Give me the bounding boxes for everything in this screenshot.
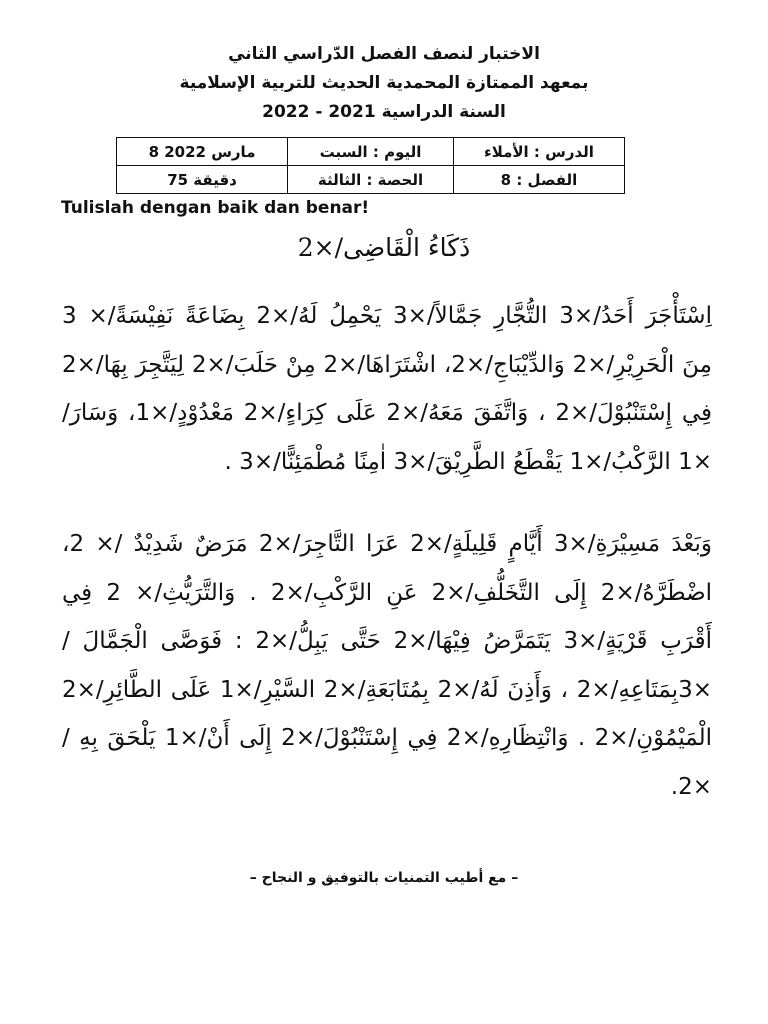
closing-wish: – مع أطيب التمنيات بالتوفيق و النجاح – <box>249 870 519 886</box>
info-row-2 <box>117 166 625 194</box>
story-title: ذَكَاءُ الْقَاضِى/×2 <box>297 233 471 262</box>
story-paragraph-1: اِسْتَأْجَرَ أَحَدُ/×3 التُّجَّارِ جَمَّالاً/×3 يَحْمِلُ لَهُ/×2 بِضَاعَةً نَفِيْسَةً/× 3 مِنَ الْحَرِيْرِ/×2 وَالدِّيْبَاجِ/×2، اشْتَرَاهَا/×2 مِنْ حَلَبَ/×2 لِيَتَّجِرَ بِهَا/×2 فِي إِسْتَنْبُوْلَ/×2 ، وَاتَّفَقَ مَعَهُ/×2 عَلَى كِرَاءٍ/×2 مَعْدُوْدٍ/×1، وَسَارَ/×1 الرَّكْبُ/×1 يَقْطَعُ الطَّرِيْقَ/×3 اٰمِنًا مُطْمَئِنًّا/×3 . <box>62 303 713 475</box>
date-cell: مارس 2022 8 <box>117 138 288 166</box>
exam-title-line: الاختبار لنصف الفصل الدّراسي الثاني <box>228 44 540 64</box>
institute-name-line: بمعهد الممتازة المحمدية الحديث للتربية الإسلامية <box>179 73 589 93</box>
day-cell: اليوم : السبت <box>288 138 454 166</box>
exam-header <box>0 40 768 127</box>
instruction-text: Tulislah dengan baik dan benar! <box>61 198 370 218</box>
lesson-cell: الدرس : الأملاء <box>453 138 624 166</box>
period-cell: الحصة : الثالثة <box>288 166 454 194</box>
class-cell: الفصل : 8 <box>453 166 624 194</box>
info-row-1 <box>117 138 625 166</box>
academic-year-line: السنة الدراسية 2021 - 2022 <box>262 102 506 122</box>
story-paragraph-2: وَبَعْدَ مَسِيْرَةِ/×3 أَيَّامٍ قَلِيلَةٍ/×2 عَرَا التَّاجِرَ/×2 مَرَضٌ شَدِيْدٌ /× 2، اضْطَرَّهُ/×2 إِلَى التَّخَلُّفِ/×2 عَنِ الرَّكْبِ/×2 . وَالتَّرَيُّثِ/× 2 فِي أَقْرَبِ قَرْيَةٍ/×3 يَتَمَرَّضُ فِيْهَا/×2 حَتَّى يَبِلُّ/×2 : فَوَصَّى الْجَمَّالَ /×3بِمَتَاعِهِ/×2 ، وَأَذِنَ لَهُ/×2 بِمُتَابَعَةِ/×2 السَّيْرِ/×1 عَلَى الطَّائِرِ/×2 الْمَيْمُوْنِ/×2 . وَانْتِظَارِهِ/×2 فِي إِسْتَنْبُوْلَ/×2 إِلَى أَنْ/×1 يَلْحَقَ بِهِ /×2. <box>62 531 713 800</box>
duration-cell: دقيقة 75 <box>117 166 288 194</box>
exam-info-table <box>116 137 625 194</box>
